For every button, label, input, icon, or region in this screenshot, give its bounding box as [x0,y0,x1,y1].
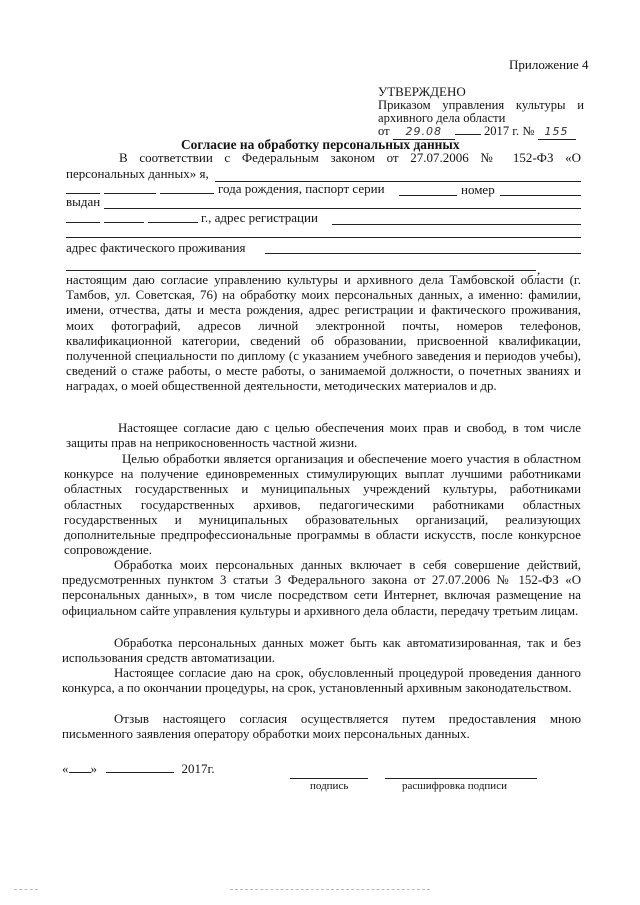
scan-artifact-middle [230,889,430,890]
purpose-paragraph: Целью обработки является организация и обеспечение моего участия в областном конкурсе на получение единовременных стимулирующих выплат лучшими работниками областных государственных и муниципальных учреждений культуры, работниками областных государственных архивов, педагогическими работниками областных государственных и муниципальных образовательных организаций, реализующих дополнительные предпрофессиональные программы в области искусств, после конкурсное сопровождение. [64,452,581,558]
form-line-1: В соответствии с Федеральным законом от 27.07.2006 № 152-ФЗ «О [119,150,581,165]
term-paragraph: Настоящее согласие даю на срок, обусловленный процедурой проведения данного конкурса, а по окончании процедуры, на срок, установленный архивным законодательством. [62,666,581,696]
approval-date-handwritten: 29.08 [393,124,455,140]
approval-date-prefix: от [378,124,390,138]
actual-address-comma: , [537,262,541,277]
issue-month-field[interactable] [104,222,144,223]
passport-number-label: номер [461,182,495,197]
approval-line-1: Приказом управления культуры и [378,98,584,112]
approval-number-handwritten: 155 [538,124,576,140]
issued-field-line[interactable] [104,208,581,209]
approval-line-2: архивного дела области [378,111,506,125]
birth-year-field[interactable] [160,193,214,194]
date-close-quote: » [90,761,97,776]
automation-paragraph: Обработка персональных данных может быть как автоматизированная, так и без использования средств автоматизации. [62,636,581,666]
approval-year: 2017 г. [483,124,520,138]
passport-series-field[interactable] [399,195,457,196]
registration-address-field[interactable] [332,224,581,225]
date-day-field[interactable] [69,761,91,773]
scan-artifact-left [14,889,38,890]
document-title: Согласие на обработку персональных данных [181,137,460,152]
issue-year-field[interactable] [148,222,198,223]
date-open-quote: « [62,761,69,776]
signature-label: подпись [310,780,349,792]
issued-label: выдан [66,194,101,209]
actual-address-field-2[interactable] [66,270,536,271]
signature-year: 2017г. [181,761,215,776]
decoding-field-line[interactable] [385,778,537,779]
actions-paragraph: Обработка моих персональных данных включает в себя совершение действий, предусмотренных пунктом 3 статьи 3 Федерального закона от 27.07.2006 № 152-ФЗ «О персональных данных», в том числе посредством сети Интернет, включая размещение на официальном сайте управления культуры и архивного дела области, передачу третьим лицам. [62,558,581,618]
passport-number-field[interactable] [500,195,581,196]
form-line-2: персональных данных» я, [66,166,209,181]
birth-date-label: года рождения, паспорт серии [218,181,385,196]
issue-day-field[interactable] [66,222,100,223]
date-month-field[interactable] [106,761,174,773]
purpose-rights-paragraph: Настоящее согласие даю с целью обеспечения моих прав и свобод, в том числе защиты прав на неприкосновенность частной жизни. [66,421,581,451]
approval-number-prefix: № [522,124,535,138]
approval-title: УТВЕРЖДЕНО [378,84,466,99]
signature-date-row [62,761,215,776]
withdrawal-paragraph: Отзыв настоящего согласия осуществляется путем предоставления мною письменного заявления оператору обработки моих персональных данных. [62,712,581,742]
signature-field-line[interactable] [290,778,368,779]
birth-month-field[interactable] [104,193,156,194]
registration-address-label: г., адрес регистрации [201,210,318,225]
actual-address-label: адрес фактического проживания [66,240,246,255]
registration-address-field-2[interactable] [66,237,581,238]
consent-paragraph: настоящим даю согласие управлению культуры и архивного дела Тамбовской области (г. Тамбов, ул. Советская, 76) на обработку моих персональных данных, а именно: фамилии, имени, отчества, даты и места рождения, адрес регистрации и фактического проживания, моих фотографий, адресов личной электронной почты, номеров телефонов, квалификационной категории, сведений об образовании, присвоенной квалификации, полученной специальности по диплому (с указанием учебного заведения и периодов учебы), сведений о стаже работы, о месте работы, о занимаемой должности, о почетных званиях и наградах, о моей общественной деятельности, методических материалов и др. [66,273,581,394]
decoding-label: расшифровка подписи [402,780,507,792]
appendix-label: Приложение 4 [509,57,589,72]
actual-address-field[interactable] [265,253,581,254]
